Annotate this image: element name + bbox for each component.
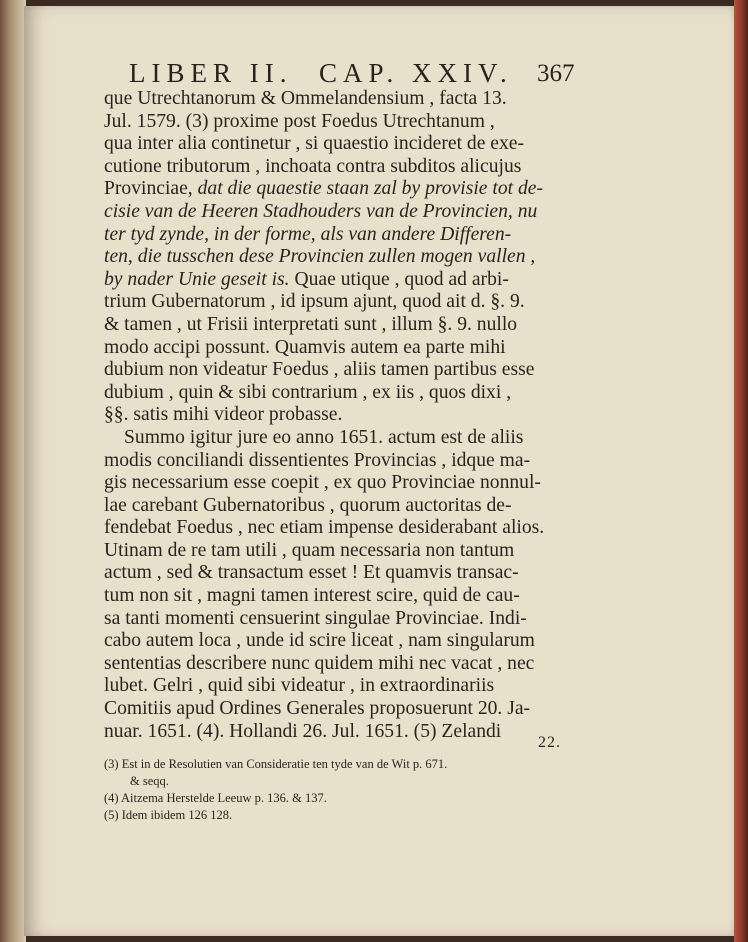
text-line: ter tyd zynde, in der forme, als van andere Differen-: [104, 223, 512, 245]
text-line: dubium non videatur Foedus , aliis tamen partibus esse: [104, 359, 535, 381]
text-line: cisie van de Heeren Stadhouders van de Provincien, nu: [104, 200, 538, 222]
text-line: qua inter alia continetur , si quaestio incideret de exe-: [104, 133, 525, 155]
text-line: sententias describere nunc quidem mihi nec vacat , nec: [104, 652, 535, 674]
footnote: (5) Idem ibidem 126 128.: [104, 808, 233, 822]
text-line: §§. satis mihi videor probasse.: [104, 404, 343, 426]
header-liber: LIBER II.: [129, 58, 293, 88]
body-text: [104, 88, 574, 743]
text-line: Provinciae, dat die quaestie staan zal by provisie tot de-: [104, 178, 543, 200]
page-number: 367: [537, 60, 575, 87]
book-page: [24, 6, 736, 936]
text-line: ten, die tusschen dese Provincien zullen mogen vallen ,: [104, 246, 536, 268]
text-line: que Utrechtanorum & Ommelandensium , facta 13.: [104, 88, 507, 109]
text-line: & tamen , ut Frisii interpretati sunt , illum §. 9. nullo: [104, 313, 518, 335]
text-line: cutione tributorum , inchoata contra subditos alicujus: [104, 155, 522, 177]
text-line: sa tanti momenti censuerint singulae Provinciae. Indi-: [104, 607, 527, 629]
book-spine-shadow: [0, 0, 26, 942]
text-line: trium Gubernatorum , id ipsum ajunt, quod ait d. §. 9.: [104, 291, 525, 313]
text-line: modis conciliandi dissentientes Provincias , idque ma-: [104, 449, 531, 471]
text-line: gis necessarium esse coepit , ex quo Provinciae nonnul-: [104, 472, 541, 494]
text-line: Utinam de re tam utili , quam necessaria non tantum: [104, 539, 515, 561]
text-line: Comitiis apud Ordines Generales proposuerunt 20. Ja-: [104, 698, 531, 720]
text-line: lae carebant Gubernatoribus , quorum auctoritas de-: [104, 494, 512, 516]
text-line: actum , sed & transactum esset ! Et quamvis transac-: [104, 562, 519, 584]
text-line: nuar. 1651. (4). Hollandi 26. Jul. 1651. (5) Zelandi: [104, 720, 502, 742]
footnote: (4) Aitzema Herstelde Leeuw p. 136. & 137.: [104, 791, 327, 805]
text-line: Summo igitur jure eo anno 1651. actum est de aliis: [124, 426, 524, 448]
text-line: by nader Unie geseit is. Quae utique , quod ad arbi-: [104, 268, 509, 290]
text-line: tum non sit , magni tamen interest scire, quid de cau-: [104, 585, 520, 607]
text-line: cabo autem loca , unde id scire liceat , nam singularum: [104, 630, 535, 652]
text-line: Jul. 1579. (3) proxime post Foedus Utrechtanum ,: [104, 110, 495, 132]
book-edge: [734, 0, 748, 942]
text-line: fendebat Foedus , nec etiam impense desiderabant alios.: [104, 517, 545, 539]
footnotes: [104, 756, 574, 824]
text-line: lubet. Gelri , quid sibi videatur , in extraordinariis: [104, 675, 495, 697]
footnote: & seqq.: [130, 774, 169, 788]
text-line: modo accipi possunt. Quamvis autem ea parte mihi: [104, 336, 506, 358]
text-line: dubium , quin & sibi contrarium , ex iis , quos dixi ,: [104, 381, 512, 403]
header-chapter: CAP. XXIV.: [319, 58, 513, 88]
footnote: (3) Est in de Resolutien van Consideratie ten tyde van de Wit p. 671.: [104, 757, 448, 771]
catchword: 22.: [538, 734, 561, 751]
